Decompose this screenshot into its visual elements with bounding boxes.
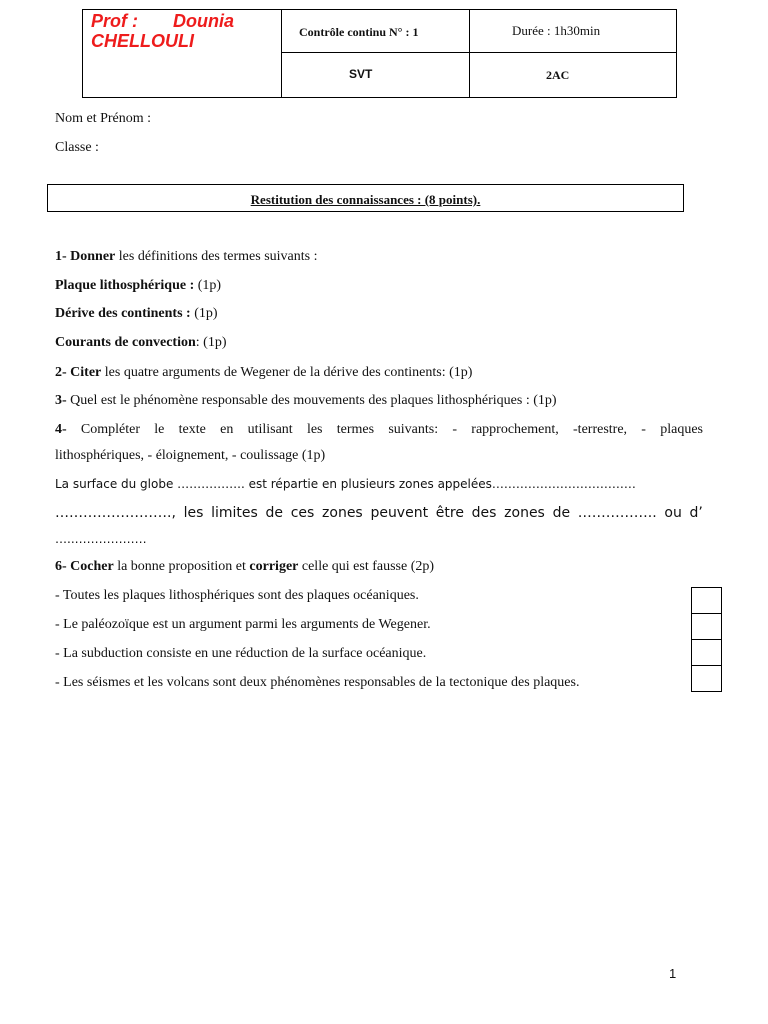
fill-in-line2: ……………………., les limites de ces zones peuvent être des zones de …………….. ou d’ (55, 505, 703, 521)
term-plaque: Plaque lithosphérique : (1p) (55, 278, 222, 293)
table-divider (281, 10, 282, 97)
checkbox-4[interactable] (691, 665, 722, 692)
fill-in-line3: …..……………… (55, 532, 147, 546)
header-table (82, 9, 677, 98)
term-derive: Dérive des continents : (1p) (55, 306, 218, 321)
question-2: 2- Citer les quatre arguments de Wegener de la dérive des continents: (1p) (55, 365, 473, 380)
exam-subject: SVT (349, 67, 373, 81)
question-4-line2: lithosphériques, - éloignement, - coulissage (1p) (55, 448, 326, 463)
section-title: Restitution des connaissances : (8 points). (250, 192, 481, 207)
exam-number: Contrôle continu N° : 1 (299, 25, 419, 39)
question-1: 1- Donner les définitions des termes suivants : (55, 249, 318, 264)
exam-level: 2AC (546, 68, 570, 82)
fill-in-line1: La surface du globe …………….. est répartie en plusieurs zones appelées……………………………… (55, 477, 636, 491)
student-name-label: Nom et Prénom : (55, 111, 152, 126)
page-number: 1 (669, 966, 677, 981)
term-courants: Courants de convection: (1p) (55, 335, 227, 350)
proposition-1: - Toutes les plaques lithosphériques sont des plaques océaniques. (55, 588, 419, 603)
student-class-label: Classe : (55, 140, 99, 155)
section-header-box (47, 184, 684, 212)
question-6: 6- Cocher la bonne proposition et corriger celle qui est fausse (2p) (55, 559, 435, 574)
checkbox-2[interactable] (691, 613, 722, 640)
teacher-name-line1: Prof : Dounia (91, 11, 235, 31)
checkbox-3[interactable] (691, 639, 722, 666)
table-divider (281, 52, 676, 53)
question-4-line1: 4- Compléter le texte en utilisant les termes suivants: - rapprochement, -terrestre, - plaques (55, 422, 703, 437)
question-3: 3- Quel est le phénomène responsable des mouvements des plaques lithosphériques : (1p) (55, 393, 557, 408)
checkbox-1[interactable] (691, 587, 722, 614)
proposition-3: - La subduction consiste en une réduction de la surface océanique. (55, 646, 427, 661)
teacher-name-line2: CHELLOULI (91, 31, 194, 51)
proposition-2: - Le paléozoïque est un argument parmi les arguments de Wegener. (55, 617, 431, 632)
exam-duration: Durée : 1h30min (512, 23, 601, 38)
table-divider (469, 10, 470, 97)
proposition-4: - Les séismes et les volcans sont deux phénomènes responsables de la tectonique des plaques. (55, 675, 580, 690)
